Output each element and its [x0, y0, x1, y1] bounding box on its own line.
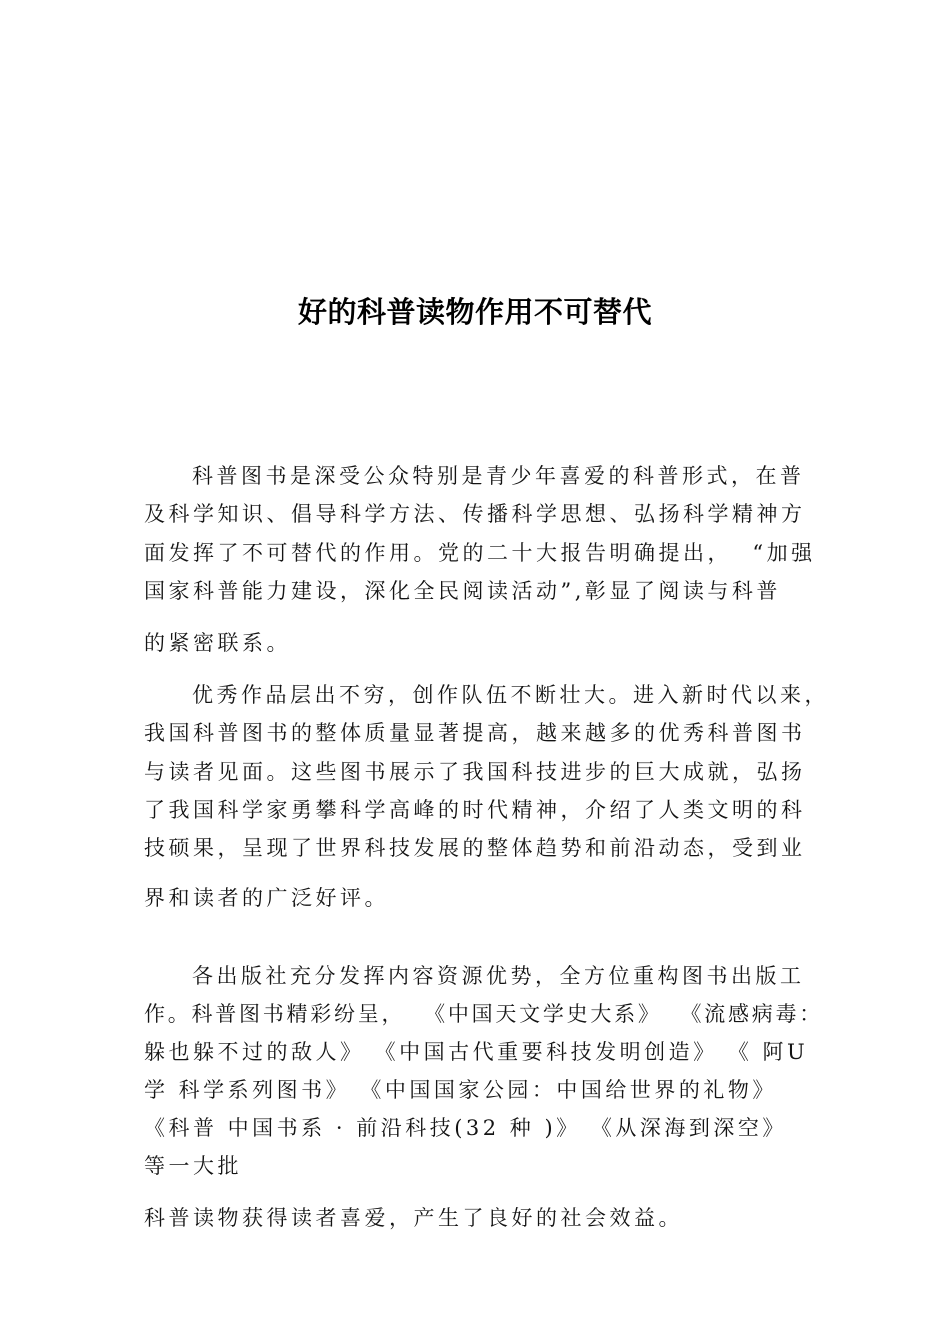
paragraph-2-line-4: 了我国科学家勇攀科学高峰的时代精神，介绍了人类文明的科	[144, 798, 806, 822]
paragraph-2-line-2: 我国科普图书的整体质量显著提高，越来越多的优秀科普图书	[144, 721, 806, 745]
paragraph-3-line-1: 各出版社充分发挥内容资源优势，全方位重构图书出版工	[192, 964, 805, 988]
paragraph-3-line-6: 等一大批	[144, 1154, 242, 1178]
paragraph-2-line-3: 与读者见面。这些图书展示了我国科技进步的巨大成就，弘扬	[144, 760, 806, 784]
paragraph-1-line-1: 科普图书是深受公众特别是青少年喜爱的科普形式，在普	[192, 464, 805, 488]
paragraph-1-line-2: 及科学知识、倡导科学方法、传播科学思想、弘扬科学精神方	[144, 502, 806, 526]
paragraph-3-line-2: 作。科普图书精彩纷呈， 《中国天文学史大系》 《流感病毒：	[144, 1002, 823, 1026]
paragraph-2-line-5: 技硕果，呈现了世界科技发展的整体趋势和前沿动态，受到业	[144, 836, 806, 860]
paragraph-3-line-5: 《科普 中国书系 · 前沿科技(32 种 )》 《从深海到深空》	[144, 1116, 787, 1140]
paragraph-3-line-7: 科普读物获得读者喜爱，产生了良好的社会效益。	[144, 1206, 683, 1230]
paragraph-1-line-3: 面发挥了不可替代的作用。党的二十大报告明确提出， “加强	[144, 541, 816, 565]
paragraph-1-line-5: 的紧密联系。	[144, 631, 291, 655]
paragraph-3-line-3: 躲也躲不过的敌人》 《中国古代重要科技发明创造》 《 阿U	[144, 1040, 809, 1064]
paragraph-2-line-1: 优秀作品层出不穷，创作队伍不断壮大。进入新时代以来，	[192, 683, 829, 707]
paragraph-1-line-4: 国家科普能力建设，深化全民阅读活动”,彰显了阅读与科普	[144, 579, 781, 603]
paragraph-2-line-6: 界和读者的广泛好评。	[144, 886, 389, 910]
paragraph-3-line-4: 学 科学系列图书》 《中国国家公园：中国给世界的礼物》	[144, 1078, 777, 1102]
document-title: 好的科普读物作用不可替代	[297, 295, 652, 329]
